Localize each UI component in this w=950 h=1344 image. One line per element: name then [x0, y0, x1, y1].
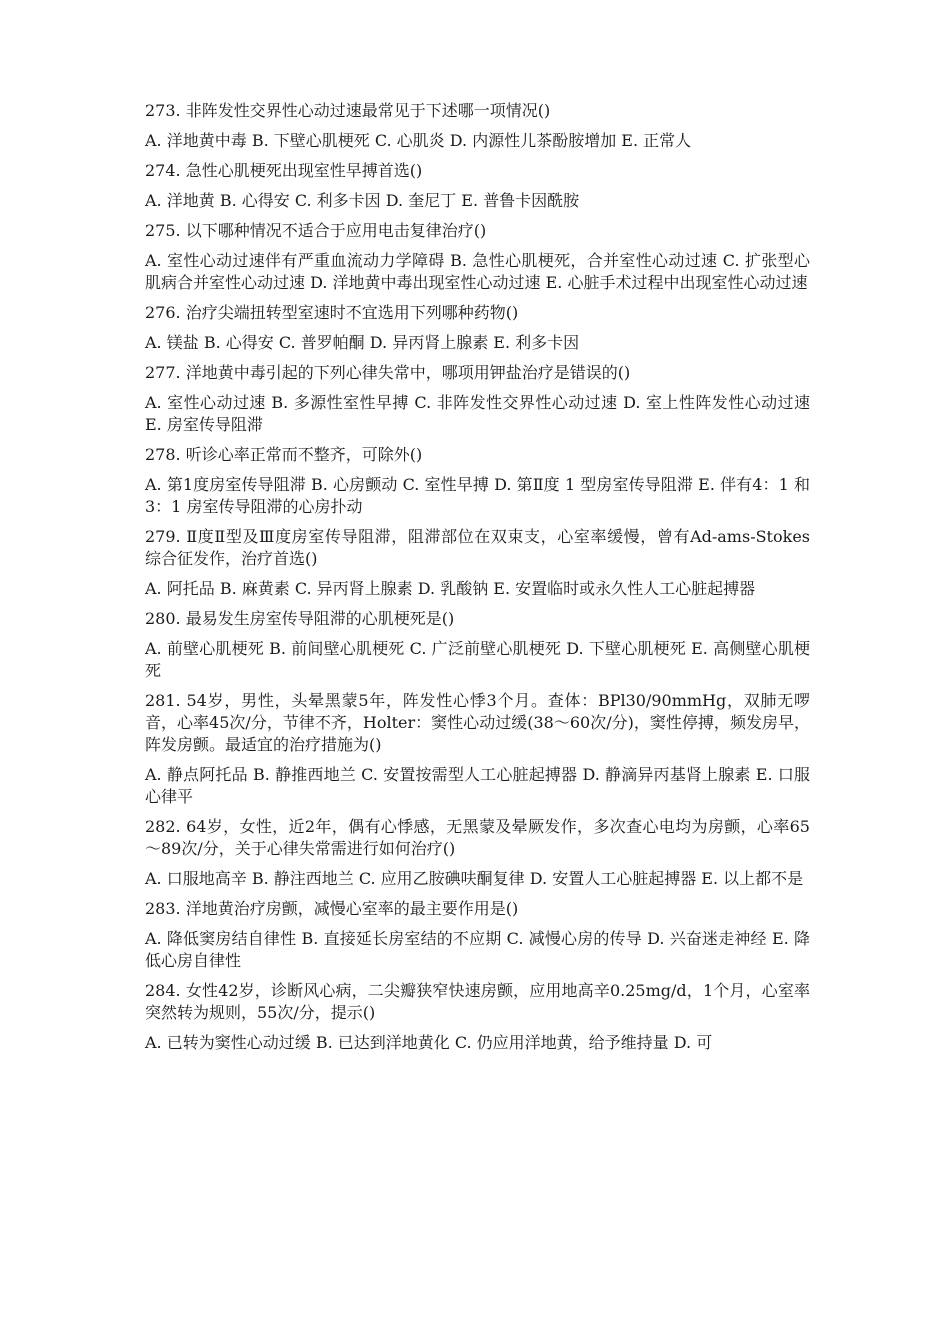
options-282: A. 口服地高辛 B. 静注西地兰 C. 应用乙胺碘呋酮复律 D. 安置人工心脏起搏器 E. 以上都不是	[145, 869, 804, 888]
question-280: 280. 最易发生房室传导阻滞的心肌梗死是()	[145, 609, 455, 628]
options-274: A. 洋地黄 B. 心得安 C. 利多卡因 D. 奎尼丁 E. 普鲁卡因酰胺	[145, 191, 580, 210]
options-278: A. 第1度房室传导阻滞 B. 心房颤动 C. 室性早搏 D. 第Ⅱ度 1 型房室传导阻滞 E. 伴有4：1 和3：1 房室传导阻滞的心房扑动	[145, 475, 810, 516]
question-274: 274. 急性心肌梗死出现室性早搏首选()	[145, 161, 423, 180]
question-284: 284. 女性42岁，诊断风心病，二尖瓣狭窄快速房颤，应用地高辛0.25mg/d，1个月，心室率突然转为规则，55次/分，提示()	[145, 981, 810, 1022]
options-277: A. 室性心动过速 B. 多源性室性早搏 C. 非阵发性交界性心动过速 D. 室上性阵发性心动过速 E. 房室传导阻滞	[145, 393, 810, 434]
question-275: 275. 以下哪种情况不适合于应用电击复律治疗()	[145, 221, 487, 240]
options-283: A. 降低窦房结自律性 B. 直接延长房室结的不应期 C. 减慢心房的传导 D. 兴奋迷走神经 E. 降低心房自律性	[145, 929, 810, 970]
options-273: A. 洋地黄中毒 B. 下壁心肌梗死 C. 心肌炎 D. 内源性儿茶酚胺增加 E. 正常人	[145, 131, 692, 150]
question-278: 278. 听诊心率正常而不整齐，可除外()	[145, 445, 423, 464]
options-279: A. 阿托品 B. 麻黄素 C. 异丙肾上腺素 D. 乳酸钠 E. 安置临时或永久性人工心脏起搏器	[145, 579, 756, 598]
question-281: 281. 54岁，男性，头晕黑蒙5年，阵发性心悸3个月。查体：BPl30/90mmHg，双肺无啰音，心率45次/分，节律不齐，Holter：窦性心动过缓(38～60次/分)，窦性停搏，频发房早，阵发房颤。最适宜的治疗措施为()	[145, 691, 810, 754]
question-279: 279. Ⅱ度Ⅱ型及Ⅲ度房室传导阻滞，阻滞部位在双束支，心室率缓慢，曾有Ad-ams-Stokes 综合征发作，治疗首选()	[145, 527, 810, 568]
question-273: 273. 非阵发性交界性心动过速最常见于下述哪一项情况()	[145, 101, 551, 120]
question-282: 282. 64岁，女性，近2年，偶有心悸感，无黑蒙及晕厥发作，多次查心电均为房颤，心率65～89次/分，关于心律失常需进行如何治疗()	[145, 817, 810, 858]
document-page	[145, 100, 810, 1062]
question-276: 276. 治疗尖端扭转型室速时不宜选用下列哪种药物()	[145, 303, 519, 322]
options-276: A. 镁盐 B. 心得安 C. 普罗帕酮 D. 异丙肾上腺素 E. 利多卡因	[145, 333, 580, 352]
question-277: 277. 洋地黄中毒引起的下列心律失常中，哪项用钾盐治疗是错误的()	[145, 363, 631, 382]
options-280: A. 前壁心肌梗死 B. 前间壁心肌梗死 C. 广泛前壁心肌梗死 D. 下壁心肌梗死 E. 高侧壁心肌梗死	[145, 639, 810, 680]
question-283: 283. 洋地黄治疗房颤，减慢心室率的最主要作用是()	[145, 899, 519, 918]
options-275: A. 室性心动过速伴有严重血流动力学障碍 B. 急性心肌梗死，合并室性心动过速 C. 扩张型心肌病合并室性心动过速 D. 洋地黄中毒出现室性心动过速 E. 心脏手术过程中出现室性心动过速	[145, 251, 810, 292]
options-284: A. 已转为窦性心动过缓 B. 已达到洋地黄化 C. 仍应用洋地黄，给予维持量 D. 可	[145, 1033, 713, 1052]
options-281: A. 静点阿托品 B. 静推西地兰 C. 安置按需型人工心脏起搏器 D. 静滴异丙基肾上腺素 E. 口服心律平	[145, 765, 810, 806]
